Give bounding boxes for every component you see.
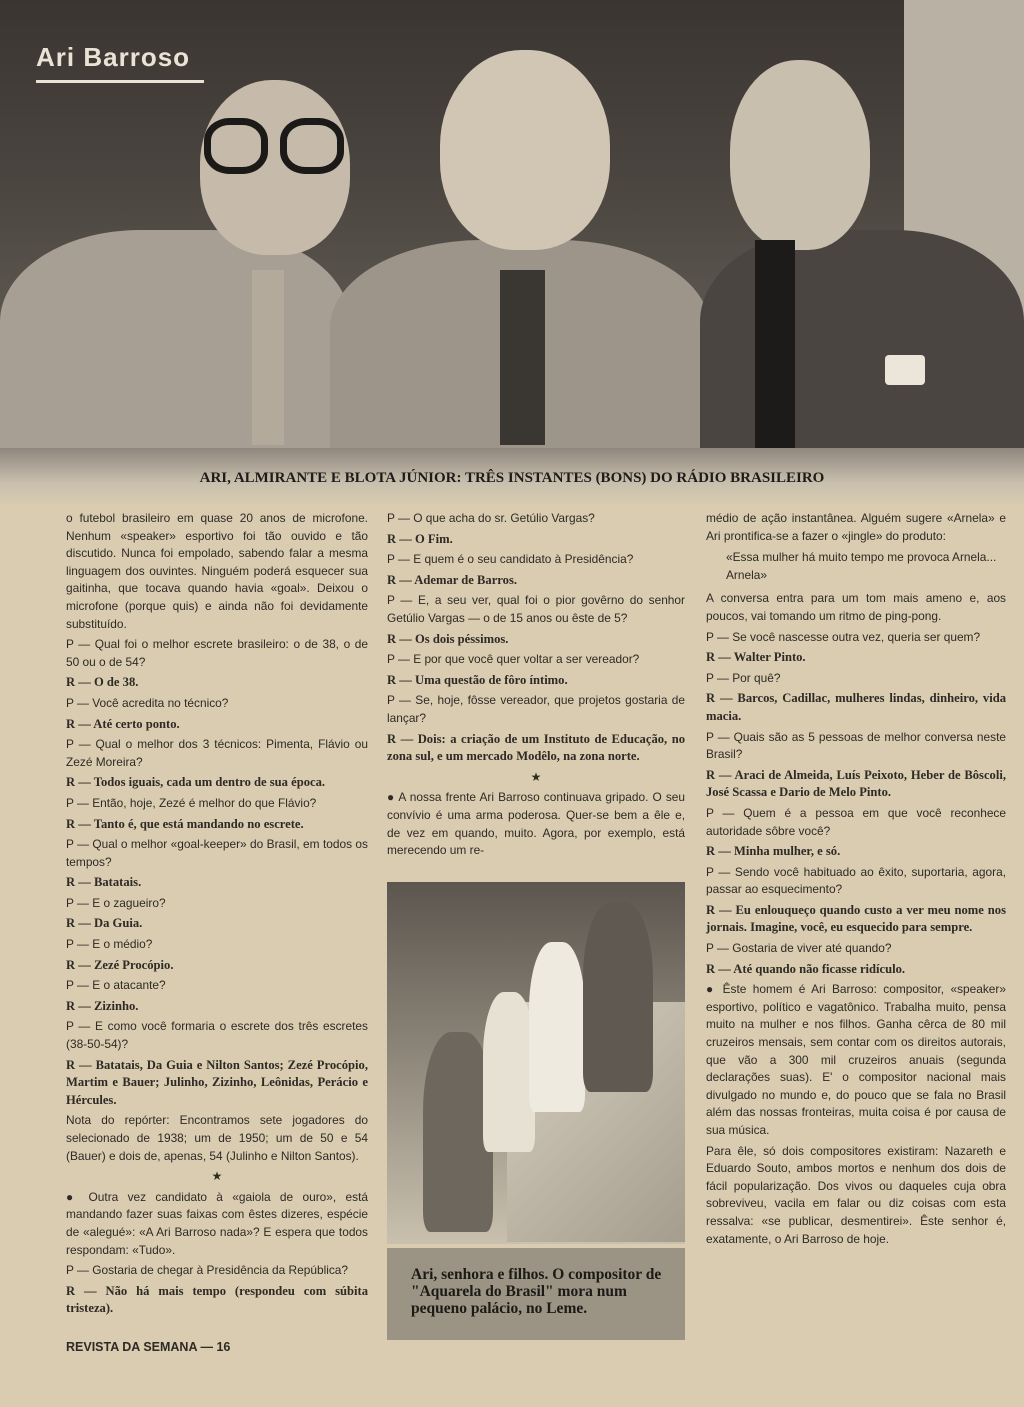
question-paragraph: P — Quais são as 5 pessoas de melhor conversa neste Brasil? — [706, 729, 1006, 762]
person-left — [0, 230, 350, 448]
family-photo — [387, 882, 685, 1244]
answer-paragraph: R — Ademar de Barros. — [387, 572, 518, 587]
person-right-head — [730, 60, 870, 250]
question-paragraph: P — Se, hoje, fôsse vereador, que projetos gostaria de lançar? — [387, 693, 685, 725]
text-paragraph: o futebol brasileiro em quase 20 anos de microfone. Nenhum «speaker» esportivo foi tão ouvido e tão discutido. Nunca foi empolado, sabendo falar a mesma linguagem dos ouvintes. Ninguém poderá esquecer sua gaitinha, que tocava quando havia «goal». Deixou o microfone (porque quis) e ainda não foi devidamente substituído. — [66, 511, 368, 631]
question-paragraph: P — Gostaria de chegar à Presidência da República? — [66, 1263, 349, 1278]
person-right — [700, 230, 1024, 448]
family-photo-caption-box — [387, 1248, 685, 1340]
question-paragraph: P — Quem é a pessoa em que você reconhece autoridade sôbre você? — [706, 805, 1006, 838]
page-footer: REVISTA DA SEMANA — 16 — [66, 1340, 231, 1354]
question-paragraph: P — E o zagueiro? — [66, 895, 166, 910]
title-underline — [36, 80, 204, 83]
question-paragraph: P — E o atacante? — [66, 978, 166, 993]
top-photo-caption-bar — [0, 448, 1024, 506]
article-column-2 — [387, 510, 685, 863]
answer-paragraph: R — Dois: a criação de um Instituto de Educação, no zona sul, e um mercado Modêlo, na zona norte. — [387, 731, 685, 764]
answer-paragraph: R — Eu enlouqueço quando custo a ver meu nome nos jornais. Imagine, você, eu esquecido para sempre. — [706, 902, 1006, 935]
text-paragraph: ● Êste homem é Ari Barroso: compositor, «speaker» esportivo, político e vagatônico. Trabalha muito, pensa muito na mulher e nos filhos. Ganha cêrca de 80 mil cruzeiros mensais, sem contar com os direitos autorais, que vão a 300 mil cruzeiros anuais (segunda declarações suas). E' o compositor nacional mais divulgado no mundo e, do pouco que se fala no Brasil além das nossas fronteiras, muita coisa é por causa de sua música. — [706, 982, 1006, 1137]
jingle-quote: «Essa mulher há muito tempo me provoca Arnela... Arnela» — [726, 550, 997, 582]
answer-paragraph: R — Tanto é, que está mandando no escrete. — [66, 816, 304, 831]
article-column-1 — [66, 510, 368, 1321]
text-paragraph: A conversa entra para um tom mais ameno e, aos poucos, vai tomando um ritmo de ping-pong. — [706, 591, 1006, 623]
question-paragraph: P — Você acredita no técnico? — [66, 695, 229, 710]
question-paragraph: P — E quem é o seu candidato à Presidência? — [387, 552, 634, 567]
answer-paragraph: R — O Fim. — [387, 531, 453, 546]
question-paragraph: P — Então, hoje, Zezé é melhor do que Flávio? — [66, 795, 317, 810]
answer-paragraph: R — Da Guia. — [66, 916, 143, 931]
question-paragraph: P — O que acha do sr. Getúlio Vargas? — [387, 511, 595, 525]
glasses-icon — [204, 118, 268, 174]
text-paragraph: médio de ação instantânea. Alguém sugere «Arnela» e Ari prontifica-se a fazer o «jingle» do produto: — [706, 511, 1006, 543]
answer-paragraph: R — Uma questão de fôro íntimo. — [387, 672, 568, 687]
top-photo-caption: ARI, ALMIRANTE E BLOTA JÚNIOR: TRÊS INSTANTES (BONS) DO RÁDIO BRASILEIRO — [199, 470, 825, 486]
pocket-square — [885, 355, 925, 385]
answer-paragraph: R — Não há mais tempo (respondeu com súbita tristeza). — [66, 1283, 368, 1316]
text-paragraph: ● Outra vez candidato à «gaiola de ouro», está mandando fazer suas faixas com êstes dizeres, espécie de «alegué»: «A Ari Barroso nada»? E espera que todos respondam: «Tudo». — [66, 1189, 368, 1257]
answer-paragraph: R — Batatais. — [66, 875, 142, 890]
answer-paragraph: R — Zizinho. — [66, 998, 139, 1013]
section-divider-star: ★ — [530, 769, 542, 784]
answer-paragraph: R — Todos iguais, cada um dentro de sua época. — [66, 775, 326, 790]
question-paragraph: P — Por quê? — [706, 670, 781, 685]
text-paragraph: ● A nossa frente Ari Barroso continuava gripado. O seu convívio é uma arma poderosa. Quer-se bem a êle e, de vez em quando, muito. Agora, por exemplo, está merecendo um re- — [387, 790, 685, 858]
answer-paragraph: R — Walter Pinto. — [706, 650, 806, 665]
answer-paragraph: R — Barcos, Cadillac, mulheres lindas, dinheiro, vida macia. — [706, 691, 1006, 723]
family-photo-caption: Ari, senhora e filhos. O compositor de "Aquarela do Brasil" mora num pequeno palácio, no Leme. — [411, 1266, 662, 1317]
question-paragraph: P — E por que você quer voltar a ser vereador? — [387, 652, 640, 667]
question-paragraph: P — E, a seu ver, qual foi o pior govêrno do senhor Getúlio Vargas — o de 15 anos ou êste de 5? — [387, 593, 685, 625]
answer-paragraph: R — Até certo ponto. — [66, 716, 180, 731]
question-paragraph: P — Gostaria de viver até quando? — [706, 941, 892, 956]
top-photo — [0, 0, 1024, 448]
question-paragraph: P — Se você nascesse outra vez, queria ser quem? — [706, 629, 981, 644]
family-member-boy — [529, 942, 585, 1112]
question-paragraph: P — E o médio? — [66, 937, 153, 952]
answer-paragraph: R — Os dois péssimos. — [387, 631, 509, 646]
answer-paragraph: R — Araci de Almeida, Luís Peixoto, Heber de Bôscoli, José Scassa e Dario de Melo Pinto. — [706, 767, 1006, 800]
text-paragraph: Para êle, só dois compositores existiram: Nazareth e Eduardo Souto, ambos mortos e nenhum dos dois de fácil popularização. Dos vivos ou daqueles cuja obra sobreviveu, vacila em falar ou diz coisas com esta ressalva: «se publicar, desmentirei». Êste senhor é, exatamente, o Ari Barroso de hoje. — [706, 1143, 1006, 1246]
answer-paragraph: R — O de 38. — [66, 675, 139, 690]
section-divider-star: ★ — [211, 1169, 223, 1184]
question-paragraph: P — E como você formaria o escrete dos três escretes (38-50-54)? — [66, 1019, 368, 1052]
glasses-icon-right — [280, 118, 344, 174]
person-middle-tie — [500, 270, 545, 445]
answer-paragraph: R — Zezé Procópio. — [66, 957, 174, 972]
answer-paragraph: R — Minha mulher, e só. — [706, 844, 841, 859]
person-middle-head — [440, 50, 610, 250]
section-title: Ari Barroso — [36, 42, 191, 72]
article-column-3 — [706, 510, 1006, 1251]
person-left-tie — [252, 270, 284, 445]
person-right-tie — [755, 240, 795, 448]
family-member-man — [583, 902, 653, 1092]
question-paragraph: P — Qual o melhor «goal-keeper» do Brasil, em todos os tempos? — [66, 837, 368, 869]
answer-paragraph: R — Até quando não ficasse ridículo. — [706, 961, 906, 976]
question-paragraph: P — Qual o melhor dos 3 técnicos: Pimenta, Flávio ou Zezé Moreira? — [66, 737, 368, 769]
question-paragraph: P — Sendo você habituado ao êxito, suportaria, agora, passar ao esquecimento? — [706, 864, 1006, 897]
family-member-girl — [483, 992, 535, 1152]
answer-paragraph: R — Batatais, Da Guia e Nilton Santos; Zezé Procópio, Martim e Bauer; Julinho, Zizinho, Leônidas, Perácio e Hércules. — [66, 1057, 368, 1107]
question-paragraph: P — Qual foi o melhor escrete brasileiro: o de 38, o de 50 ou o de 54? — [66, 637, 368, 669]
question-paragraph: Nota do repórter: Encontramos sete jogadores do selecionado de 1938; um de 1950; um de 50 e 54 (Bauer) e dois de, apenas, 54 (Julinho e Nilton Santos). — [66, 1113, 368, 1163]
